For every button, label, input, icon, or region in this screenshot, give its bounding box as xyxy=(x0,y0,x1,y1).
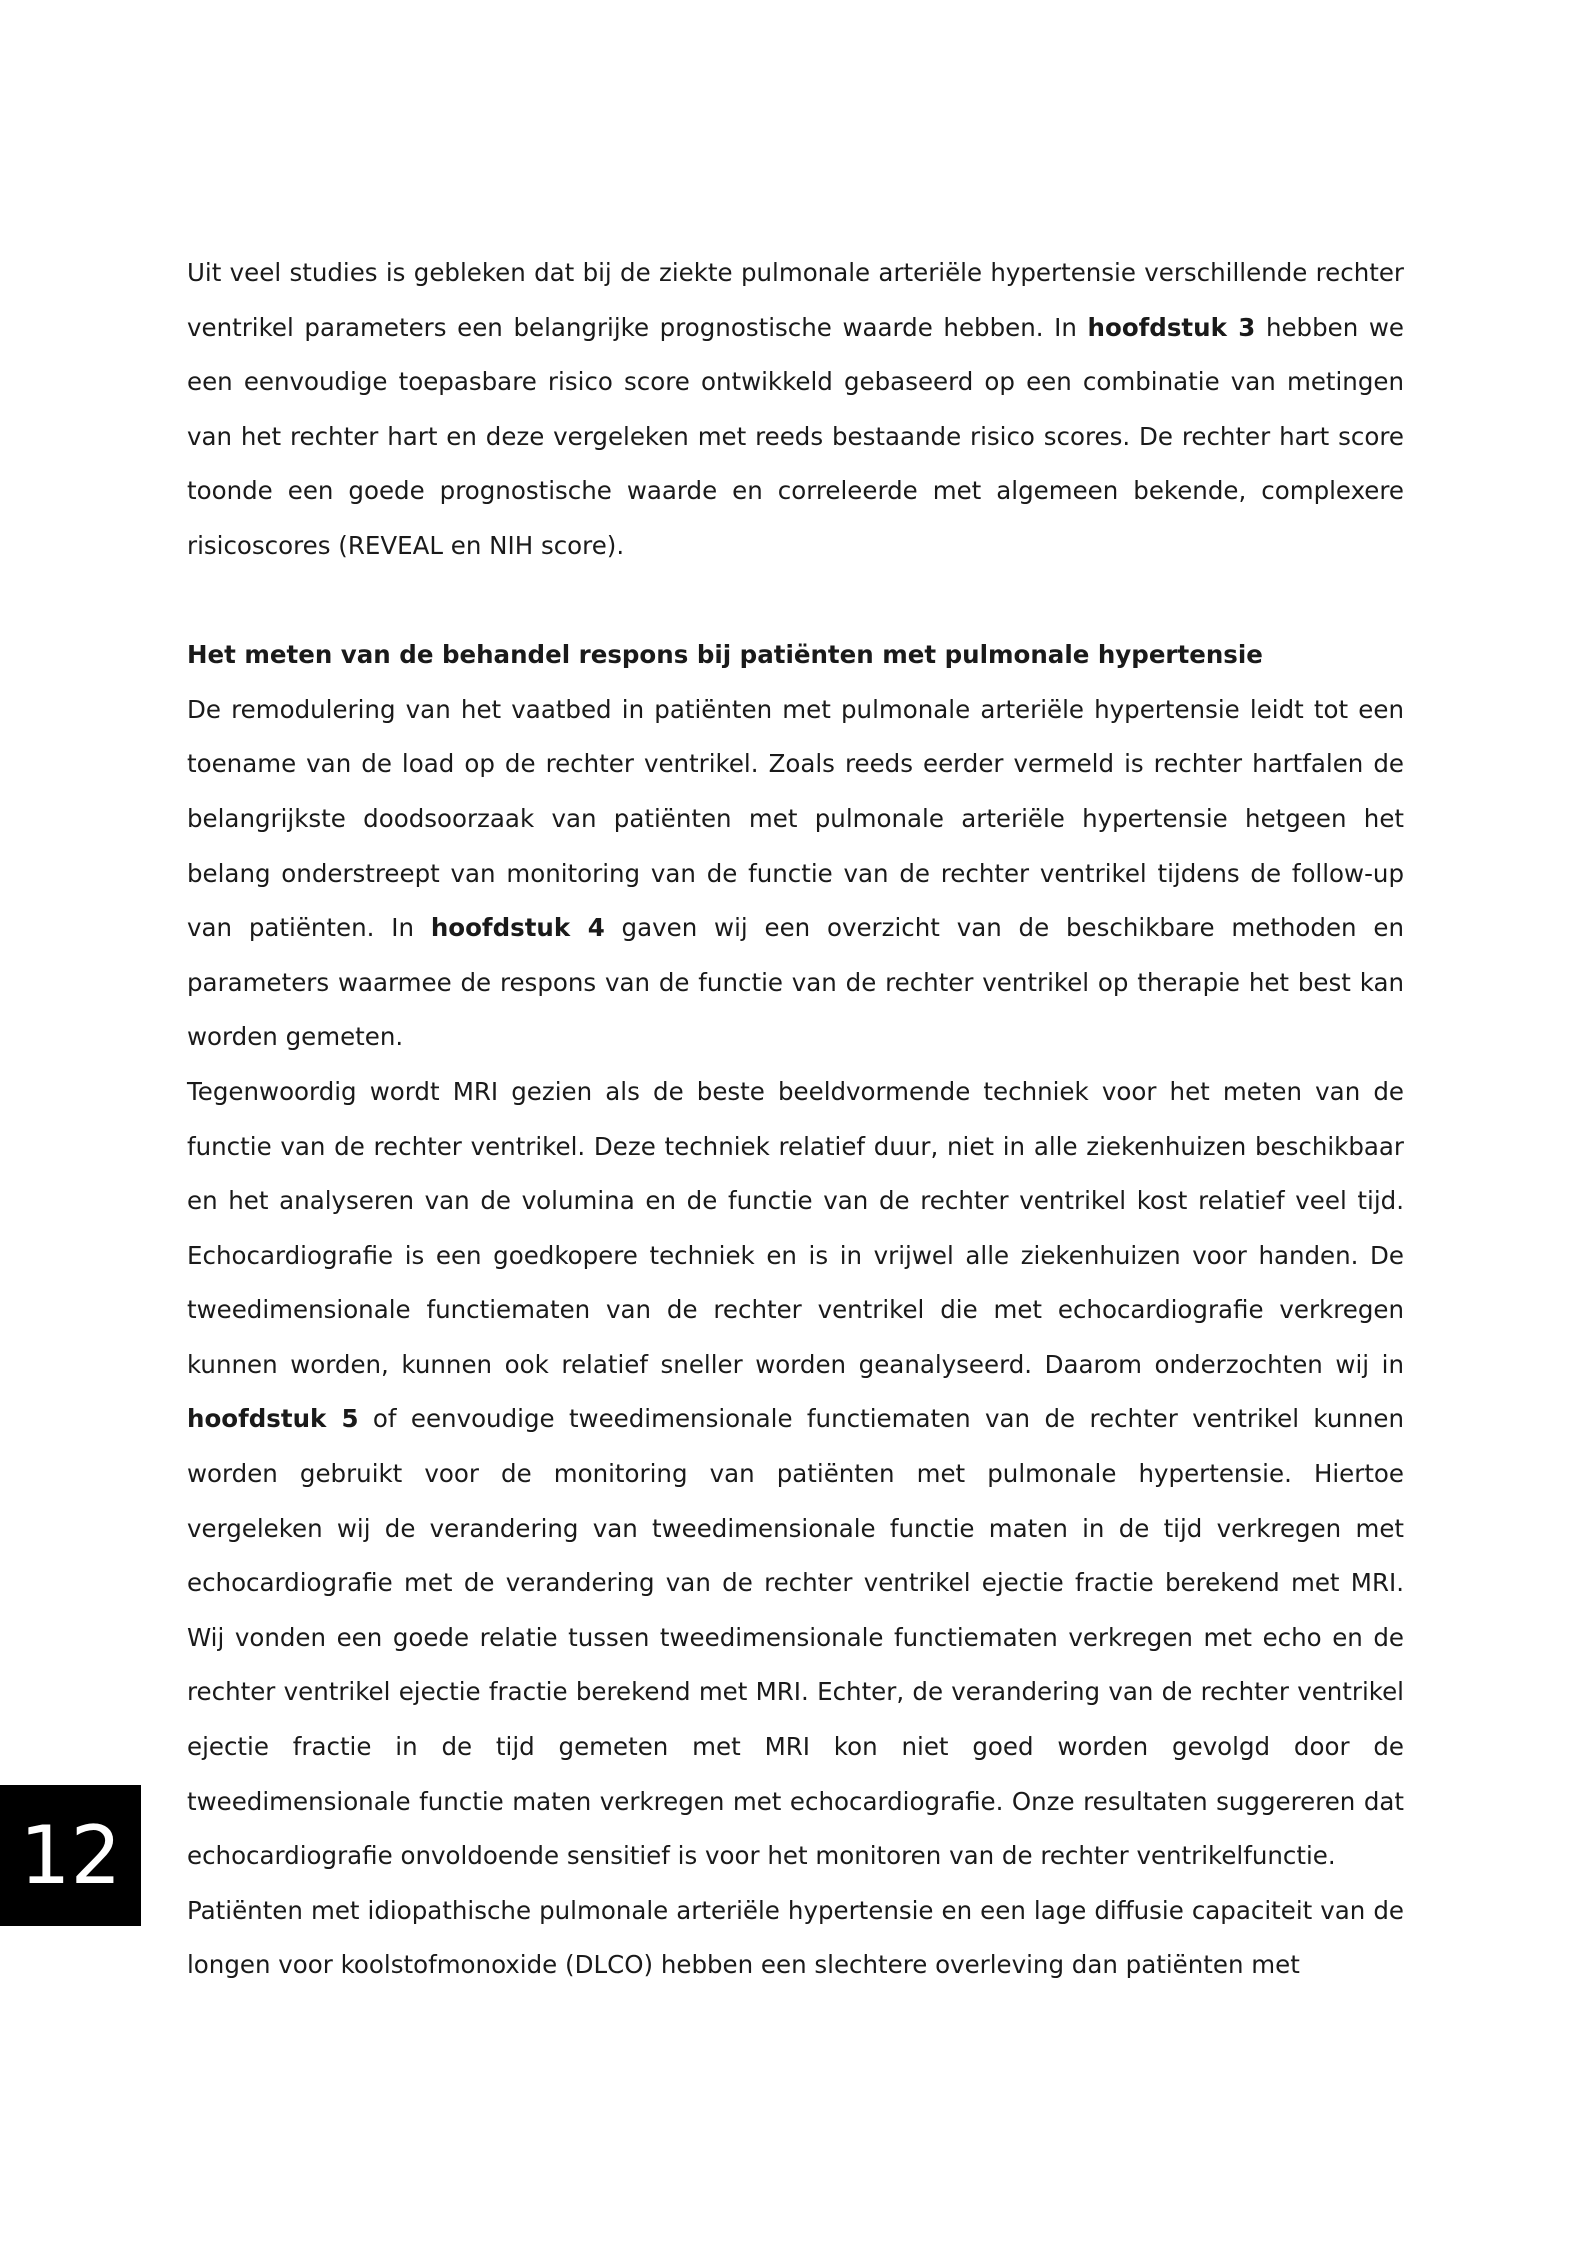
paragraph-text: De remodulering van het vaatbed in patiënten met pulmonale arteriële hypertensie leidt tot een toename van de load op de rechter ventrikel. Zoals reeds eerder vermeld is rechter hartfalen de belangrijkste doodsoorzaak van patiënten met pulmonale arteriële hypertensie hetgeen het belang onderstreept van monitoring van de functie van de rechter ventrikel tijdens de follow-up van patiënten. In xyxy=(187,694,1404,943)
chapter-number-tab xyxy=(0,1785,141,1926)
paragraph-text: Patiënten met idiopathische pulmonale arteriële hypertensie en een lage diffusie capaciteit van de longen voor koolstofmonoxide (DLCO) hebben een slechtere overleving dan patiënten met xyxy=(187,1895,1404,1980)
paragraph-text: Tegenwoordig wordt MRI gezien als de beste beeldvormende techniek voor het meten van de functie van de rechter ventrikel. Deze techniek relatief duur, niet in alle ziekenhuizen beschikbaar en het analyseren van de volumina en de functie van de rechter ventrikel kost relatief veel tijd. Echocardiografie is een goedkopere techniek en is in vrijwel alle ziekenhuizen voor handen. De tweedimensionale functiematen van de rechter ventrikel die met echocardiografie verkregen kunnen worden, kunnen ook relatief sneller worden geanalyseerd. Daarom onderzochten wij in xyxy=(187,1076,1404,1379)
paragraph-spacer xyxy=(187,574,1404,629)
section-heading: Het meten van de behandel respons bij patiënten met pulmonale hypertensie xyxy=(187,640,1263,670)
chapter-number: 12 xyxy=(19,1808,122,1902)
chapter-reference-3: hoofdstuk 3 xyxy=(1087,312,1256,342)
paragraph-text: of eenvoudige tweedimensionale functiematen van de rechter ventrikel kunnen worden gebruikt voor de monitoring van patiënten met pulmonale hypertensie. Hiertoe vergeleken wij de verandering van tweedimensionale functie maten in de tijd verkregen met echocardiografie met de verandering van de rechter ventrikel ejectie fractie berekend met MRI. Wij vonden een goede relatie tussen tweedimensionale functiematen verkregen met echo en de rechter ventrikel ejectie fractie berekend met MRI. Echter, de verandering van de rechter ventrikel ejectie fractie in de tijd gemeten met MRI kon niet goed worden gevolgd door de tweedimensionale functie maten verkregen met echocardiografie. Onze resultaten suggereren dat echocardiografie onvoldoende sensitief is voor het monitoren van de rechter ventrikelfunctie. xyxy=(187,1404,1404,1871)
body-text xyxy=(187,246,1404,1993)
chapter-reference-5: hoofdstuk 5 xyxy=(187,1404,359,1434)
paragraph-risk-score xyxy=(187,246,1404,574)
paragraph-text: gaven wij een overzicht van de beschikbare methoden en parameters waarmee de respons van de functie van de rechter ventrikel op therapie het best kan worden gemeten. xyxy=(187,913,1404,1052)
paragraph-text: Uit veel studies is gebleken dat bij de ziekte pulmonale arteriële hypertensie verschillende rechter ventrikel parameters een belangrijke prognostische waarde hebben. In xyxy=(187,258,1404,342)
paragraph-mri-echo xyxy=(187,1065,1404,1884)
paragraph-dlco xyxy=(187,1884,1404,1993)
paragraph-monitoring xyxy=(187,683,1404,1065)
chapter-reference-4: hoofdstuk 4 xyxy=(430,913,605,943)
paragraph-text: hebben we een eenvoudige toepasbare risico score ontwikkeld gebaseerd op een combinatie van metingen van het rechter hart en deze vergeleken met reeds bestaande risico scores. De rechter hart score toonde een goede prognostische waarde en correleerde met algemeen bekende, complexere risicoscores (REVEAL en NIH score). xyxy=(187,312,1404,560)
